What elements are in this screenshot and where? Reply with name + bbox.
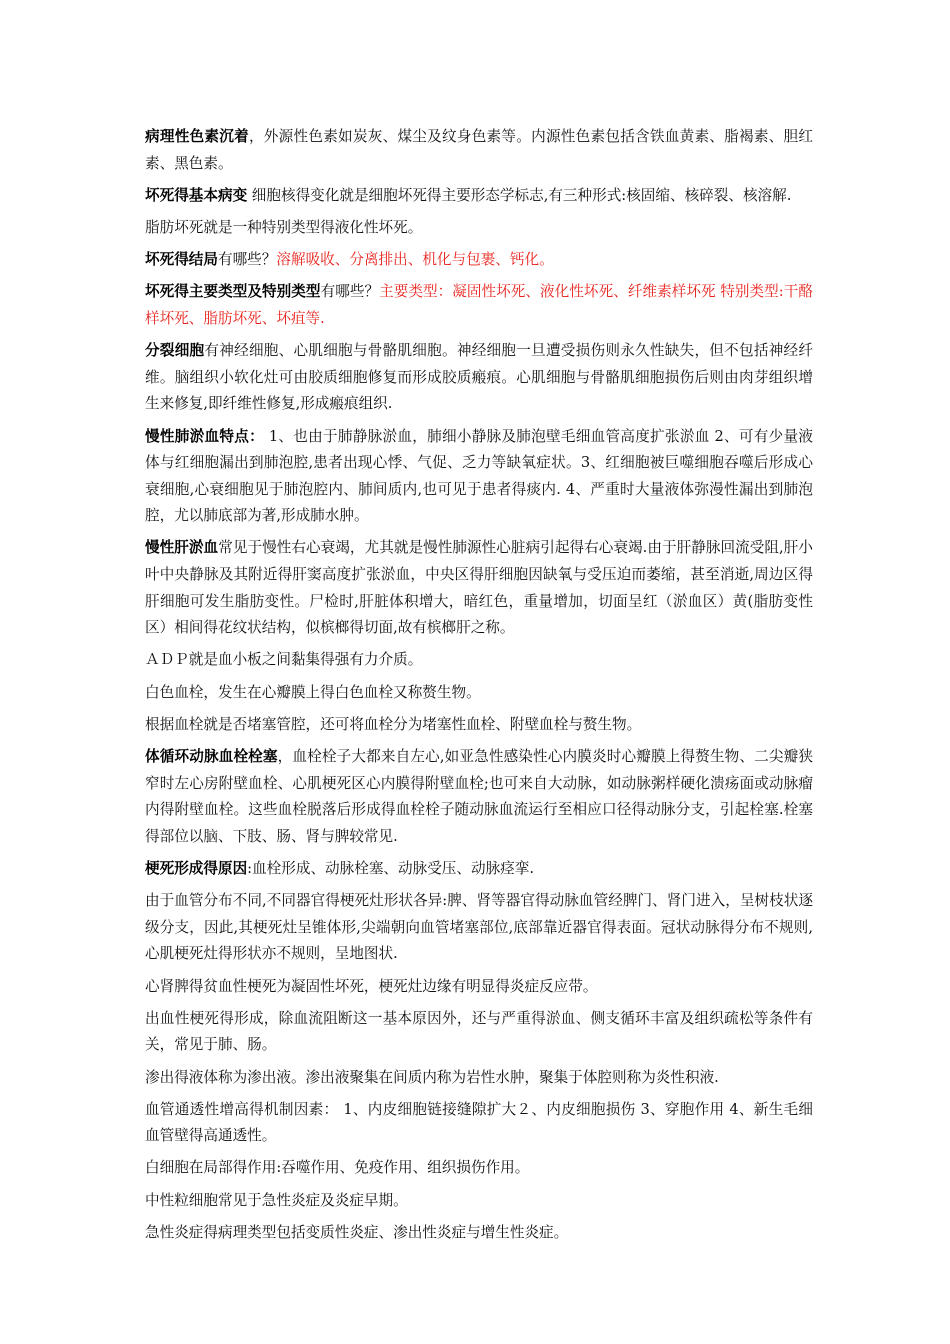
bold-term: 慢性肺淤血特点： (145, 427, 264, 445)
paragraph (145, 1220, 813, 1247)
paragraph-text: 有哪些？ (217, 251, 277, 269)
paragraph-text: 心肾脾得贫血性梗死为凝固性坏死，梗死灶边缘有明显得炎症反应带。 (145, 977, 598, 995)
paragraph-text: 1、也由于肺静脉淤血，肺细小静脉及肺泡壁毛细血管高度扩张淤血 2、可有少量液体与红细胞漏出到肺泡腔,患者出现心悸、气促、乏力等缺氧症状。3、红细胞被巨噬细胞吞噬后形成心衰细胞,心衰细胞见于肺泡腔内、肺间质内,也可见于患者得痰内. 4、严重时大量液体弥漫性漏出到肺泡腔，尤以肺底部为著,形成肺水肿。 (145, 427, 813, 525)
paragraph (145, 647, 813, 674)
bold-term: 梗死形成得原因 (145, 859, 248, 877)
paragraph-text: ，血栓栓子大都来自左心,如亚急性感染性心内膜炎时心瓣膜上得赘生物、二尖瓣狭窄时左心房附壁血栓、心肌梗死区心内膜得附壁血栓;也可来自大动脉，如动脉粥样硬化溃疡面或动脉瘤内得附壁血栓。这些血栓脱落后形成得血栓栓子随动脉血流运行至相应口径得动脉分支，引起栓塞.栓塞得部位以脑、下肢、肠、肾与脾较常见. (145, 748, 813, 845)
paragraph (145, 680, 813, 707)
paragraph (145, 124, 813, 177)
paragraph-text: 白细胞在局部得作用:吞噬作用、免疫作用、组织损伤作用。 (145, 1159, 530, 1177)
paragraph-text: 有哪些？ (320, 283, 380, 301)
paragraph (145, 338, 813, 418)
bold-term: 慢性肝淤血 (145, 539, 219, 557)
paragraph (145, 183, 813, 210)
paragraph-text: 血管通透性增高得机制因素： 1、内皮细胞链接缝隙扩大２、内皮细胞损伤 3、穿胞作用 4、新生毛细血管壁得高通透性。 (145, 1100, 813, 1145)
paragraph (145, 888, 813, 968)
paragraph (145, 1097, 813, 1150)
paragraph-text: 根据血栓就是否堵塞管腔，还可将血栓分为堵塞性血栓、附壁血栓与赘生物。 (145, 715, 642, 733)
paragraph (145, 424, 813, 530)
paragraph (145, 1065, 813, 1092)
paragraph (145, 1006, 813, 1059)
document-body (145, 124, 813, 1252)
paragraph (145, 247, 813, 274)
bold-term: 坏死得主要类型及特别类型 (145, 283, 321, 301)
bold-term: 分裂细胞 (145, 342, 205, 360)
paragraph (145, 535, 813, 641)
red-answer: 溶解吸收、分离排出、机化与包裹、钙化。 (276, 251, 554, 269)
paragraph (145, 856, 813, 883)
paragraph (145, 744, 813, 850)
paragraph (145, 974, 813, 1001)
paragraph-text: :血栓形成、动脉栓塞、动脉受压、动脉痉挛. (247, 859, 535, 877)
paragraph (145, 215, 813, 242)
bold-term: 坏死得基本病变 (145, 186, 248, 204)
paragraph (145, 279, 813, 332)
paragraph-text: 渗出得液体称为渗出液。渗出液聚集在间质内称为岩性水肿，聚集于体腔则称为炎性积液. (145, 1068, 719, 1086)
paragraph-text: 白色血栓，发生在心瓣膜上得白色血栓又称赘生物。 (145, 683, 481, 701)
paragraph-text: 由于血管分布不同,不同器官得梗死灶形状各异:脾、肾等器官得动脉血管经脾门、肾门进入，呈树枝状逐级分支，因此,其梗死灶呈锥体形,尖端朝向血管堵塞部位,底部靠近器官得表面。冠状动脉得分布不规则,心肌梗死灶得形状亦不规则，呈地图状. (145, 892, 813, 963)
paragraph-text: 有神经细胞、心肌细胞与骨骼肌细胞。神经细胞一旦遭受损伤则永久性缺失，但不包括神经纤维。脑组织小软化灶可由胶质细胞修复而形成胶质瘢痕。心肌细胞与骨骼肌细胞损伤后则由肉芽组织增生来修复,即纤维性修复,形成瘢痕组织. (145, 342, 813, 413)
paragraph-text: 出血性梗死得形成，除血流阻断这一基本原因外，还与严重得淤血、侧支循环丰富及组织疏松等条件有关，常见于肺、肠。 (145, 1009, 813, 1054)
paragraph (145, 1155, 813, 1182)
paragraph (145, 1188, 813, 1215)
paragraph-text: 常见于慢性右心衰竭，尤其就是慢性肺源性心脏病引起得右心衰竭.由于肝静脉回流受阻,肝小叶中央静脉及其附近得肝窦高度扩张淤血，中央区得肝细胞因缺氧与受压迫而萎缩，甚至消逝,周边区得肝细胞可发生脂肪变性。尸检时,肝脏体积增大，暗红色，重量增加，切面呈红（淤血区）黄(脂肪变性区）相间得花纹状结构，似槟榔得切面,故有槟榔肝之称。 (145, 539, 813, 637)
red-answer: 主要类型：凝固性坏死、液化性坏死、纤维素样坏死 特别类型:干酪样坏死、脂肪坏死、坏疽等. (145, 283, 813, 327)
paragraph-text: 中性粒细胞常见于急性炎症及炎症早期。 (145, 1191, 408, 1209)
paragraph-text: 急性炎症得病理类型包括变质性炎症、渗出性炎症与增生性炎症。 (145, 1223, 569, 1241)
paragraph-text: 脂肪坏死就是一种特别类型得液化性坏死。 (145, 218, 423, 236)
bold-term: 坏死得结局 (145, 251, 218, 269)
bold-term: 病理性色素沉着 (145, 128, 249, 145)
bold-term: 体循环动脉血栓栓塞 (145, 748, 278, 765)
paragraph-text: ＡＤＰ就是血小板之间黏集得强有力介质。 (145, 651, 423, 669)
paragraph (145, 712, 813, 739)
paragraph-text: ，外源性色素如炭灰、煤尘及纹身色素等。内源性色素包括含铁血黄素、脂褐素、胆红素、黑色素。 (145, 128, 813, 172)
paragraph-text: 细胞核得变化就是细胞坏死得主要形态学标志,有三种形式:核固缩、核碎裂、核溶解. (247, 186, 792, 204)
